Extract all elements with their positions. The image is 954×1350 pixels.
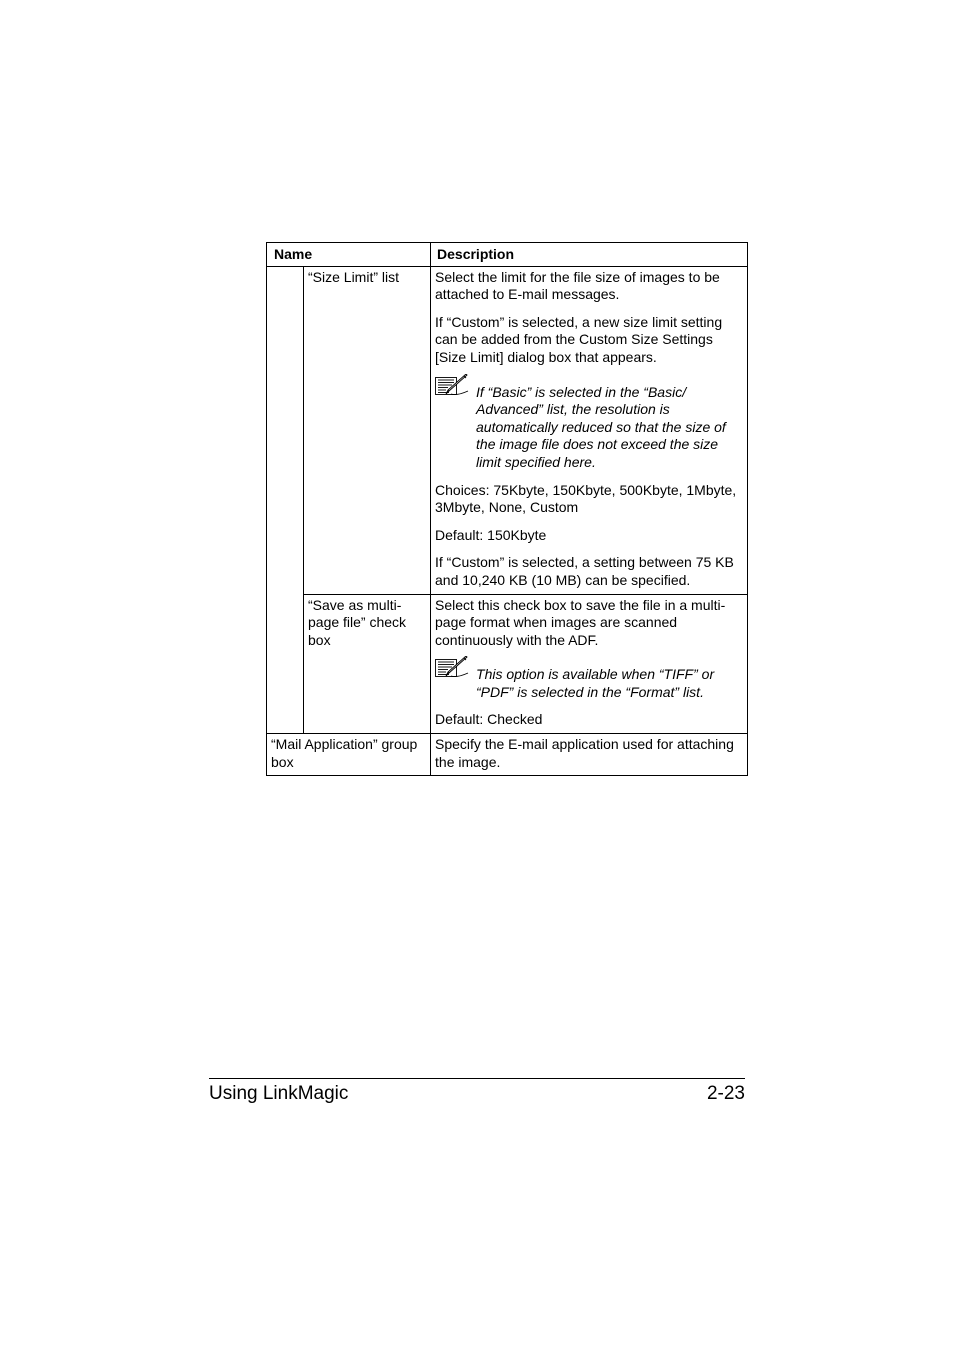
table-header-row (267, 243, 748, 267)
row-description (431, 734, 748, 776)
note-pencil-icon (435, 656, 476, 680)
description-paragraph: Select this check box to save the file in a multi-page format when images are scanned continuously with the ADF. (435, 596, 726, 648)
name-column-header: Name (267, 243, 431, 267)
row-name: “Size Limit” list (304, 266, 431, 594)
settings-table (266, 242, 748, 776)
row-description (431, 266, 748, 594)
description-paragraph: Select the limit for the file size of images to be attached to E-mail messages. (435, 268, 720, 303)
row-description (431, 594, 748, 734)
note-block (435, 377, 742, 472)
footer-divider (209, 1078, 745, 1079)
description-paragraph: If “Custom” is selected, a new size limit setting can be added from the Custom Size Settings [Size Limit] dialog box that appears. (435, 313, 723, 365)
description-paragraph: Specify the E-mail application used for attaching the image. (435, 736, 734, 770)
description-paragraph: If “Custom” is selected, a setting between 75 KB and 10,240 KB (10 MB) can be specified. (435, 554, 734, 588)
indent-cell (267, 266, 304, 733)
note-pencil-icon (435, 374, 476, 398)
note-text: This option is available when “TIFF” or “PDF” is selected in the “Format” list. (476, 666, 715, 700)
table-row (267, 594, 748, 734)
footer-page-number: 2-23 (706, 1083, 745, 1104)
row-name: “Mail Application” group box (267, 734, 431, 776)
description-paragraph: Default: 150Kbyte (435, 526, 547, 543)
footer-section-title: Using LinkMagic (209, 1083, 349, 1104)
row-name: “Save as multi-page file” check box (304, 594, 431, 734)
note-text: If “Basic” is selected in the “Basic/ Advanced” list, the resolution is automatically reduced so that the size of the image file does not exceed the size limit specified here. (476, 383, 726, 470)
description-column-header: Description (431, 243, 748, 267)
table-row (267, 266, 748, 594)
note-block (435, 659, 742, 701)
table-row (267, 734, 748, 776)
description-paragraph: Default: Checked (435, 711, 543, 728)
description-paragraph: Choices: 75Kbyte, 150Kbyte, 500Kbyte, 1Mbyte, 3Mbyte, None, Custom (435, 481, 737, 516)
